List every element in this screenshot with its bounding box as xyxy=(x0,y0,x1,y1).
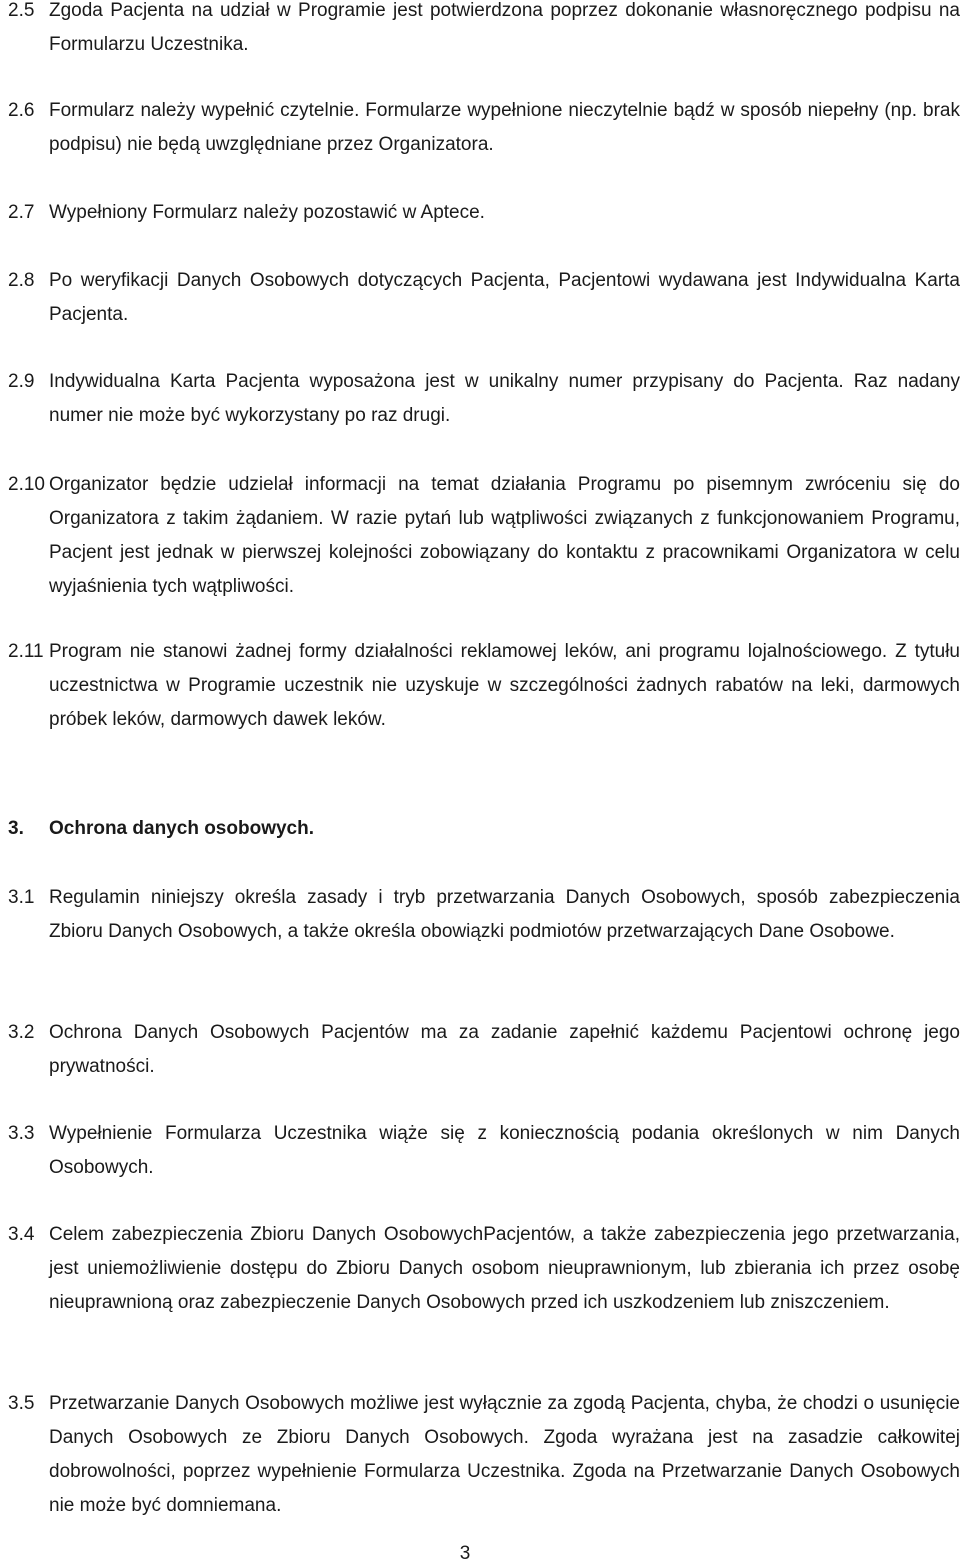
section-text: Regulamin niniejszy określa zasady i tryb przetwarzania Danych Osobowych, sposób zabezpieczenia Zbioru Danych Osobowych, a także określa obowiązki podmiotów przetwarzających Dane Osobowe. xyxy=(49,887,960,942)
section-number: 3.4 xyxy=(8,1224,35,1245)
section-text: Celem zabezpieczenia Zbioru Danych OsobowychPacjentów, a także zabezpieczenia jego przetwarzania, jest uniemożliwienie dostępu do Zbioru Danych osobom nieuprawnionym, lub zbierania ich przez osobę nieuprawnioną oraz zabezpieczenie Danych Osobowych przed ich uszkodzeniem lub zniszczeniem. xyxy=(49,1224,960,1313)
section-3-5 xyxy=(8,1387,960,1523)
section-text: Ochrona Danych Osobowych Pacjentów ma za zadanie zapełnić każdemu Pacjentowi ochronę jego prywatności. xyxy=(49,1022,960,1077)
section-number: 3.1 xyxy=(8,887,35,908)
page-number: 3 xyxy=(459,1543,471,1564)
section-number: 2.8 xyxy=(8,270,35,291)
section-2-9 xyxy=(8,365,960,433)
section-text: Po weryfikacji Danych Osobowych dotyczących Pacjenta, Pacjentowi wydawana jest Indywidualna Karta Pacjenta. xyxy=(49,270,960,325)
section-text: Formularz należy wypełnić czytelnie. Formularze wypełnione nieczytelnie bądź w sposób niepełny (np. brak podpisu) nie będą uwzględniane przez Organizatora. xyxy=(49,100,960,155)
section-text: Wypełnienie Formularza Uczestnika wiąże się z koniecznością podania określonych w nim Danych Osobowych. xyxy=(49,1123,960,1178)
section-number: 2.7 xyxy=(8,202,35,223)
section-text: Organizator będzie udzielał informacji na temat działania Programu po pisemnym zwróceniu się do Organizatora z takim żądaniem. W razie pytań lub wątpliwości związanych z funkcjonowaniem Programu, Pacjent jest jednak w pierwszej kolejności zobowiązany do kontaktu z pracownikami Organizatora w celu wyjaśnienia tych wątpliwości. xyxy=(49,474,960,597)
section-text: Przetwarzanie Danych Osobowych możliwe jest wyłącznie za zgodą Pacjenta, chyba, że chodzi o usunięcie Danych Osobowych ze Zbioru Danych Osobowych. Zgoda wyrażana jest na zasadzie całkowitej dobrowolności, poprzez wypełnienie Formularza Uczestnika. Zgoda na Przetwarzanie Danych Osobowych nie może być domniemana. xyxy=(49,1393,960,1516)
section-number: 2.10 xyxy=(8,474,45,495)
section-number: 3.3 xyxy=(8,1123,35,1144)
section-number: 2.11 xyxy=(8,641,44,662)
heading-number: 3. xyxy=(8,818,24,839)
section-2-5 xyxy=(8,0,960,62)
section-2-11 xyxy=(8,635,960,737)
section-text: Zgoda Pacjenta na udział w Programie jest potwierdzona poprzez dokonanie własnoręcznego podpisu na Formularzu Uczestnika. xyxy=(49,0,960,55)
section-2-7 xyxy=(8,196,960,230)
section-text: Indywidualna Karta Pacjenta wyposażona jest w unikalny numer przypisany do Pacjenta. Raz nadany numer nie może być wykorzystany po raz drugi. xyxy=(49,371,960,426)
section-number: 3.2 xyxy=(8,1022,35,1043)
section-number: 2.9 xyxy=(8,371,35,392)
section-3-heading xyxy=(8,812,960,846)
section-number: 3.5 xyxy=(8,1393,35,1414)
section-number: 2.6 xyxy=(8,100,35,121)
section-3-2 xyxy=(8,1016,960,1084)
heading-text: Ochrona danych osobowych. xyxy=(49,818,314,839)
section-2-8 xyxy=(8,264,960,332)
section-3-1 xyxy=(8,881,960,949)
section-3-4 xyxy=(8,1218,960,1320)
section-2-10 xyxy=(8,468,960,604)
section-3-3 xyxy=(8,1117,960,1185)
section-number: 2.5 xyxy=(8,0,35,21)
section-text: Program nie stanowi żadnej formy działalności reklamowej leków, ani programu lojalnościowego. Z tytułu uczestnictwa w Programie uczestnik nie uzyskuje w szczególności żadnych rabatów na leki, darmowych próbek leków, darmowych dawek leków. xyxy=(49,641,960,730)
section-2-6 xyxy=(8,94,960,162)
section-text: Wypełniony Formularz należy pozostawić w Aptece. xyxy=(49,202,485,223)
